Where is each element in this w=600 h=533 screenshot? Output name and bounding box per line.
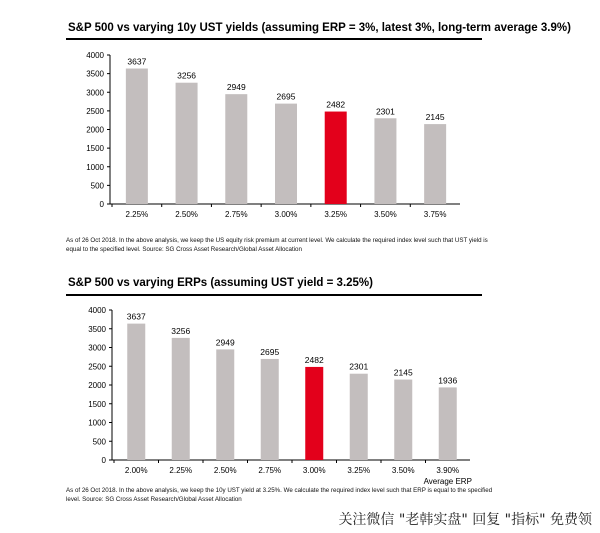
chart-2-data-label: 2301 [349, 361, 369, 372]
chart-1-y-tick-label: 0 [99, 200, 104, 209]
chart-2-y-tick-label: 2500 [88, 362, 106, 372]
chart-2-bar [439, 387, 457, 460]
chart-2-x-tick-label: 3.50% [391, 466, 415, 475]
chart-2-x-sublabel: Average ERP [423, 477, 472, 486]
chart-2-bar [261, 359, 279, 460]
chart-2-source-note: As of 26 Oct 2018. In the above analysis, we keep the 10y UST yield at 3.25%. We calculate the required index level such that ERP is equal to the specified level. Source: SG Cross Asset Research/Global Asset Allocation [66, 487, 493, 503]
chart-2-bar [350, 374, 368, 460]
chart-2-y-tick-label: 500 [92, 437, 106, 447]
chart-2-title: S&P 500 vs varying ERPs (assuming UST yield = 3.25%) [68, 277, 373, 289]
chart-2-y-tick-label: 3000 [88, 343, 106, 353]
chart-2-y-tick-label: 3500 [88, 324, 106, 334]
chart-2-x-tick-label: 2.00% [124, 466, 148, 475]
chart-2-y-tick-label: 1000 [88, 418, 106, 428]
chart-2-data-label: 3256 [171, 325, 191, 336]
chart-2-y-tick-label: 1500 [88, 399, 106, 409]
chart-1-data-label: 2482 [326, 99, 346, 110]
chart-1-data-label: 3637 [127, 56, 147, 67]
chart-2-bar [394, 380, 412, 460]
chart-1-data-label: 3256 [177, 70, 197, 81]
chart-2-x-tick-label: 3.90% [436, 466, 460, 475]
chart-2-data-label: 2949 [215, 337, 235, 348]
chart-1-data-label: 2145 [425, 112, 445, 123]
chart-1-x-tick-label: 2.50% [175, 210, 198, 219]
chart-1-x-tick-label: 3.25% [324, 210, 348, 219]
chart-1-y-tick-label: 4000 [86, 51, 104, 60]
chart-2-data-label: 3637 [126, 311, 146, 322]
chart-1-data-label: 2695 [276, 91, 296, 102]
chart-2-bar [127, 324, 145, 460]
chart-2-data-label: 2695 [260, 346, 280, 357]
chart-2-y-tick-label: 2000 [88, 381, 106, 390]
chart-1-x-tick-label: 3.50% [374, 210, 397, 219]
chart-2-bar [172, 338, 190, 460]
chart-1-y-tick-label: 1500 [86, 144, 104, 154]
chart-2-x-tick-label: 3.00% [302, 466, 326, 475]
chart-1-x-tick-label: 2.25% [125, 210, 149, 219]
chart-1-title: S&P 500 vs varying 10y UST yields (assuming ERP = 3%, latest 3%, long-term average 3.9%) [68, 22, 571, 34]
chart-1-y-tick-label: 3500 [86, 69, 104, 79]
chart-1-x-tick-label: 3.75% [423, 210, 447, 219]
chart-1-y-tick-label: 2000 [86, 125, 104, 135]
chart-2-x-tick-label: 2.50% [213, 466, 237, 475]
chart-1-x-tick-label: 3.00% [274, 210, 298, 219]
chart-1-data-label: 2301 [375, 106, 395, 117]
chart-2-data-label: 2145 [393, 367, 413, 378]
chart-2-x-tick-label: 3.25% [347, 466, 371, 475]
chart-1-data-label: 2949 [226, 82, 246, 93]
chart-2-bar [216, 349, 234, 460]
chart-1-y-tick-label: 3000 [86, 88, 104, 98]
chart-2-y-tick-label: 4000 [88, 306, 106, 315]
chart-2-data-label: 1936 [438, 375, 458, 386]
chart-1-y-tick-label: 1000 [86, 162, 104, 172]
watermark-text: 关注微信 "老韩实盘" 回复 "指标" 免费领 [338, 512, 592, 528]
chart-2-bar [305, 367, 323, 460]
chart-2-data-label: 2482 [304, 354, 324, 365]
chart-2-x-tick-label: 2.75% [258, 466, 282, 475]
chart-1-source-note: As of 26 Oct 2018. In the above analysis, we keep the US equity risk premium at current level. We calculate the required index level such that UST yield is equal to the specified level. Source: SG Cross Asset Research/Global Asset Allocation [66, 237, 488, 253]
chart-1-x-tick-label: 2.75% [224, 210, 248, 219]
chart-2-x-tick-label: 2.25% [169, 466, 193, 475]
chart-2-y-tick-label: 0 [101, 456, 106, 465]
chart-1-y-tick-label: 500 [90, 181, 104, 191]
chart-1-y-tick-label: 2500 [86, 106, 104, 116]
